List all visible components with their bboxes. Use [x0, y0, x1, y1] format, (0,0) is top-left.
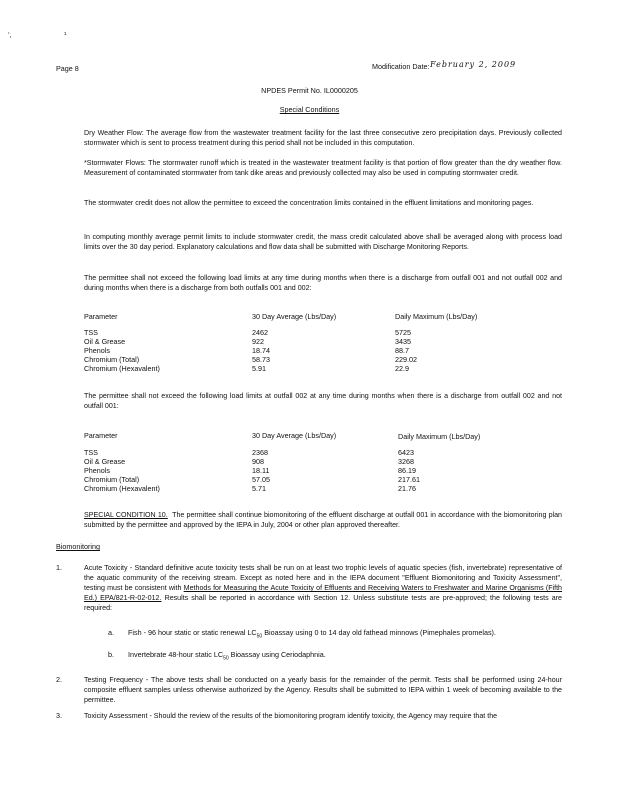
table-cell: 217.61	[398, 475, 420, 484]
stray-mark-right: ¹	[64, 30, 67, 39]
permit-number: NPDES Permit No. IL0000205	[261, 86, 358, 95]
table1-header-max: Daily Maximum (Lbs/Day)	[395, 312, 478, 321]
table-cell: Chromium (Hexavalent)	[84, 484, 160, 493]
table-cell: 57.05	[252, 475, 270, 484]
acute-toxicity-text: Acute Toxicity - Standard definitive acute toxicity tests shall be run on at least two trophic levels of aquatic species (fish, invertebrate) representative of the aquatic community of the receiving stream. Except as noted here and in the IEPA document "Effluent Biomonitoring and Toxicity Assessment", testing must be consistent with	[84, 564, 562, 592]
table-cell: 18.11	[252, 466, 270, 475]
table-cell: Oil & Grease	[84, 337, 126, 346]
table-cell: Chromium (Total)	[84, 355, 140, 364]
methods-reference: Methods for Measuring the Acute Toxicity of Effluents and Receiving Waters to Freshwater and Marine Organisms (Fifth Ed.) EPA/821-R-02-012.	[84, 584, 562, 602]
table-cell: Phenols	[84, 346, 110, 355]
table-cell: 2368	[252, 448, 268, 457]
modification-date: February 2, 2009	[430, 60, 517, 69]
subitem-letter: a.	[108, 628, 114, 637]
table-cell: 5.91	[252, 364, 266, 373]
table-cell: 88.7	[395, 346, 409, 355]
table-cell: 6423	[398, 448, 414, 457]
table2-header-avg: 30 Day Average (Lbs/Day)	[252, 431, 337, 440]
computing-limits-paragraph: In computing monthly average permit limits to include stormwater credit, the mass credit calculated above shall be averaged along with process load limits over the 30 day period. Explanatory calculations and flow data shall be submitted with Discharge Monitoring Reports.	[84, 233, 562, 251]
table-cell: 58.73	[252, 355, 270, 364]
table-cell: Oil & Grease	[84, 457, 126, 466]
table2-header-max: Daily Maximum (Lbs/Day)	[398, 432, 481, 441]
table1-header-parameter: Parameter	[84, 312, 118, 321]
table-cell: TSS	[84, 448, 98, 457]
table-cell: Phenols	[84, 466, 110, 475]
section-title: Special Conditions	[279, 105, 340, 114]
table-cell: 22.9	[395, 364, 409, 373]
stormwater-credit-paragraph: The stormwater credit does not allow the permittee to exceed the concentration limits contained in the effluent limitations and monitoring pages.	[84, 199, 534, 207]
table-cell: 5.71	[252, 484, 266, 493]
table-cell: 3268	[398, 457, 414, 466]
load-limits-intro-2: The permittee shall not exceed the following load limits at outfall 002 at any time during months when there is a discharge from outfall 002 and not outfall 001:	[84, 392, 562, 410]
table-cell: 3435	[395, 337, 411, 346]
table-cell: 86.19	[398, 466, 416, 475]
table-cell: Chromium (Hexavalent)	[84, 364, 160, 373]
modification-label: Modification Date:	[372, 62, 430, 71]
load-limits-intro-1: The permittee shall not exceed the following load limits at any time during months when there is a discharge from outfall 001 and not outfall 002 and during months when there is a discharge from both outfalls 001 and 002:	[84, 274, 562, 292]
subitem-text: Fish - 96 hour static or static renewal LC	[128, 628, 257, 637]
acute-toxicity-paragraph	[84, 563, 562, 613]
table2-header-parameter: Parameter	[84, 431, 118, 440]
table-cell: 21.76	[398, 484, 416, 493]
subitem-letter: b.	[108, 650, 114, 659]
table1-header-avg: 30 Day Average (Lbs/Day)	[252, 312, 337, 321]
stormwater-flows-paragraph: *Stormwater Flows: The stormwater runoff which is treated in the wastewater treatment facility is that portion of flow greater than the dry weather flow. Measurement of contaminated stormwater from tank dike areas and previously collected may also be used in computing stormwater credit.	[84, 159, 562, 177]
invertebrate-test-item	[128, 650, 326, 661]
subscript: 50	[256, 633, 263, 640]
table-cell: TSS	[84, 328, 98, 337]
item-number: 3.	[56, 711, 62, 720]
fish-test-item	[128, 628, 496, 639]
acute-toxicity-text-end: Results shall be reported in accordance with Section 12. Unless substitute tests are pre-approved; the following tests are required:	[84, 594, 562, 612]
toxicity-assessment-paragraph: Toxicity Assessment - Should the review of the results of the biomonitoring program identify toxicity, the Agency may require that the	[84, 712, 498, 720]
subscript: 50	[223, 655, 229, 662]
table-cell: 908	[252, 457, 264, 466]
table-cell: 922	[252, 337, 264, 346]
stray-mark-left: ‘,	[8, 30, 12, 39]
special-condition-10-label: SPECIAL CONDITION 10.	[84, 511, 168, 519]
special-condition-10	[84, 510, 562, 530]
table-cell: 5725	[395, 328, 411, 337]
subitem-text: Invertebrate 48-hour static LC	[128, 650, 224, 659]
table-cell: Chromium (Total)	[84, 475, 140, 484]
table-cell: 18.74	[252, 346, 270, 355]
dry-weather-flow-paragraph: Dry Weather Flow: The average flow from the wastewater treatment facility for the last three consecutive zero precipitation days. Previously collected stormwater which is sent to process treatment during this period shall not be included in this computation.	[84, 129, 562, 147]
special-condition-10-text: The permittee shall continue biomonitoring of the effluent discharge at outfall 001 in accordance with the biomonitoring plan submitted by the permittee and approved by the IEPA in July, 2004 or other plan approved thereafter.	[84, 511, 562, 529]
table-cell: 229.02	[395, 355, 417, 364]
page-number: Page 8	[56, 64, 79, 73]
item-number: 1.	[56, 563, 62, 572]
item-number: 2.	[56, 675, 62, 684]
biomonitoring-heading: Biomonitoring	[56, 542, 100, 551]
subitem-text: Bioassay using Ceriodaphnia.	[228, 650, 326, 659]
subitem-text: Bioassay using 0 to 14 day old fathead minnows (Pimephales promelas).	[262, 628, 496, 637]
testing-frequency-paragraph: Testing Frequency - The above tests shall be conducted on a yearly basis for the remainder of the permit. Tests shall be performed using 24-hour composite effluent samples unless otherwise authorized by the Agency. Results shall be submitted to IEPA within 1 week of becoming available to the permittee.	[84, 676, 562, 704]
table-cell: 2462	[252, 328, 268, 337]
